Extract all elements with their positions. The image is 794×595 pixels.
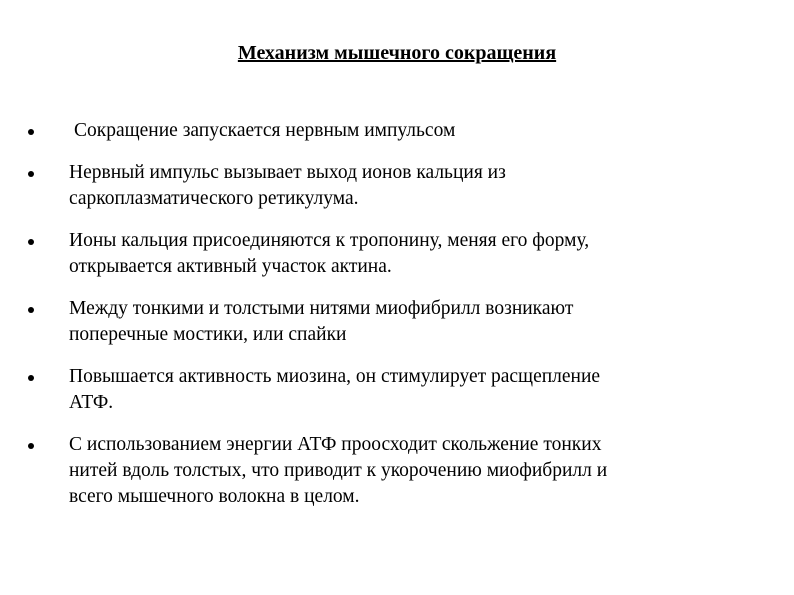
- bullet-item: [28, 296, 768, 348]
- bullet-list: [28, 118, 768, 510]
- bullet-text: С использованием энергии АТФ проосходит скольжение тонких нитей вдоль толстых, что приводит к укорочению миофибрилл и всего мышечного волокна в целом.: [69, 434, 608, 507]
- bullet-item: [28, 228, 768, 280]
- bullet-dot-icon: [28, 443, 34, 449]
- bullet-text: Нервный импульс вызывает выход ионов кальция из саркоплазматического ретикулума.: [69, 162, 506, 209]
- slide-title: Механизм мышечного сокращения: [237, 42, 557, 64]
- bullet-item: [28, 118, 768, 144]
- bullet-dot-icon: [28, 129, 34, 135]
- bullet-item: [28, 432, 768, 510]
- bullet-dot-icon: [28, 171, 34, 177]
- bullet-dot-icon: [28, 307, 34, 313]
- bullet-dot-icon: [28, 239, 34, 245]
- bullet-item: [28, 160, 768, 212]
- bullet-dot-icon: [28, 375, 34, 381]
- bullet-text: Сокращение запускается нервным импульсом: [74, 120, 456, 141]
- bullet-text: Повышается активность миозина, он стимулирует расщепление АТФ.: [69, 366, 601, 413]
- bullet-text: Между тонкими и толстыми нитями миофибрилл возникают поперечные мостики, или спайки: [69, 298, 574, 345]
- bullet-item: [28, 364, 768, 416]
- bullet-text: Ионы кальция присоединяются к тропонину, меняя его форму, открывается активный участок актина.: [69, 230, 590, 277]
